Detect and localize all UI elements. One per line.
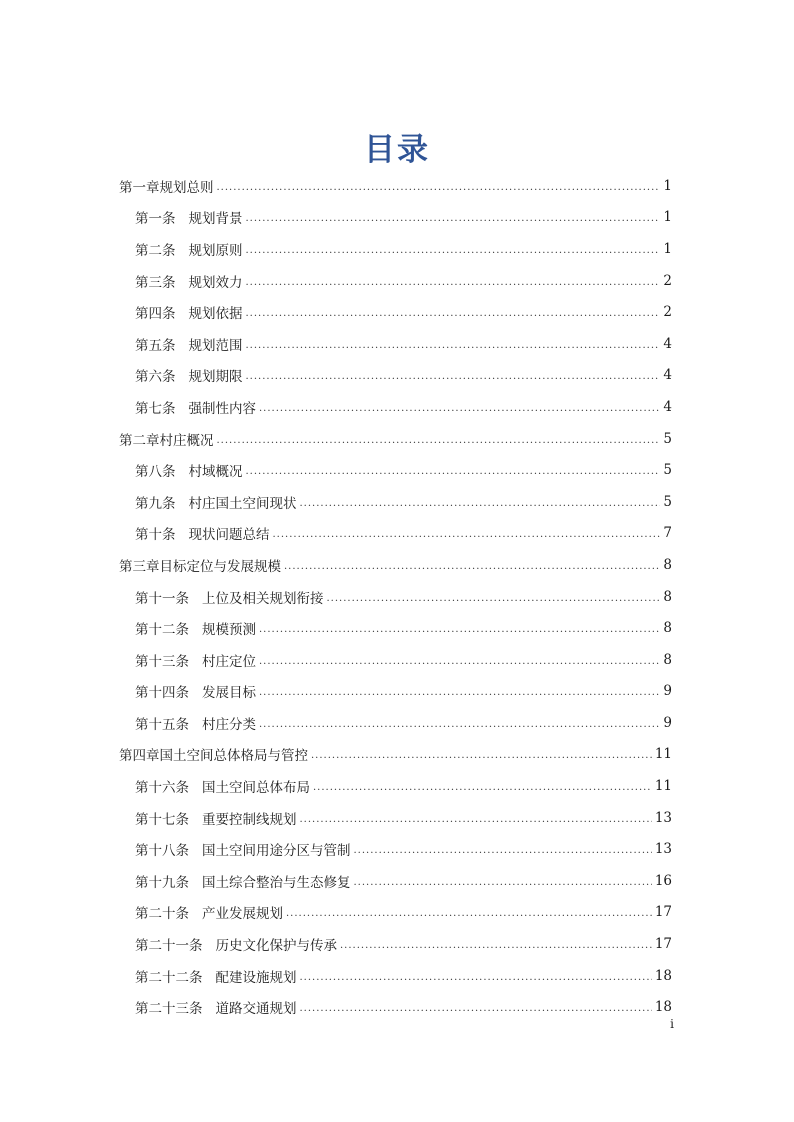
toc-leader-dots (246, 246, 661, 256)
toc-entry-label: 村庄定位 (202, 653, 256, 670)
toc-leader-dots (217, 436, 661, 446)
toc-entry-label: 强制性内容 (188, 400, 256, 417)
toc-leader-dots (259, 720, 660, 730)
toc-page-number: 11 (654, 746, 672, 763)
toc-entry-number: 第十五条 (135, 716, 189, 733)
toc-entry-label: 规划期限 (188, 369, 243, 386)
toc-entry-number: 第五条 (135, 337, 176, 354)
toc-entry-label: 规模预测 (202, 622, 256, 639)
toc-leader-dots (284, 562, 660, 572)
toc-entry-number: 第七条 (135, 400, 176, 417)
toc-entry-label: 第三章目标定位与发展规模 (119, 558, 281, 575)
toc-leader-dots (246, 467, 661, 477)
toc-page-number: 17 (654, 936, 672, 953)
toc-entry-number: 第八条 (135, 464, 176, 481)
toc-entry-label: 发展目标 (202, 685, 256, 702)
toc-entry-label: 产业发展规划 (202, 906, 283, 923)
toc-page-number: 9 (663, 714, 672, 731)
toc-leader-dots (354, 878, 652, 888)
toc-entry-number: 第二十条 (135, 906, 189, 923)
toc-page-number: 8 (663, 556, 672, 573)
toc-page-number: 5 (663, 462, 672, 479)
toc-entry-label: 配建设施规划 (215, 969, 297, 986)
toc-chapter-entry[interactable] (119, 423, 672, 455)
toc-article-entry[interactable] (119, 233, 672, 265)
toc-page-number: 5 (663, 493, 672, 510)
toc-leader-dots (300, 973, 652, 983)
toc-page-number: 13 (654, 841, 672, 858)
toc-entry-label: 规划范围 (188, 337, 243, 354)
toc-page-number: 13 (654, 809, 672, 826)
toc-chapter-entry[interactable] (119, 549, 672, 581)
toc-entry-number: 第十二条 (135, 622, 189, 639)
toc-leader-dots (340, 941, 652, 951)
toc-page-number: 4 (663, 335, 672, 352)
toc-article-entry[interactable] (119, 360, 672, 392)
toc-leader-dots (246, 278, 661, 288)
toc-leader-dots (259, 404, 660, 414)
toc-entry-label: 第一章规划总则 (119, 179, 214, 196)
toc-article-entry[interactable] (119, 991, 672, 1023)
toc-entry-number: 第十一条 (135, 590, 189, 607)
toc-article-entry[interactable] (119, 328, 672, 360)
toc-entry-label: 道路交通规划 (215, 1001, 297, 1018)
toc-article-entry[interactable] (119, 770, 672, 802)
toc-page-number: 17 (654, 904, 672, 921)
toc-article-entry[interactable] (119, 296, 672, 328)
toc-entry-number: 第二十三条 (135, 1001, 203, 1018)
toc-article-entry[interactable] (119, 707, 672, 739)
toc-leader-dots (354, 846, 652, 856)
toc-page-number: 9 (663, 683, 672, 700)
toc-entry-number: 第二十二条 (135, 969, 203, 986)
toc-page-number: 8 (663, 651, 672, 668)
toc-entry-label: 上位及相关规划衔接 (202, 590, 324, 607)
toc-leader-dots (327, 594, 661, 604)
toc-entry-label: 国土空间总体布局 (202, 780, 310, 797)
toc-page-number: 1 (663, 177, 672, 194)
toc-entry-label: 规划原则 (188, 242, 243, 259)
toc-article-entry[interactable] (119, 960, 672, 992)
toc-entry-number: 第十九条 (135, 874, 189, 891)
toc-leader-dots (246, 372, 661, 382)
toc-entry-number: 第二条 (135, 242, 176, 259)
toc-entry-label: 重要控制线规划 (202, 811, 297, 828)
toc-article-entry[interactable] (119, 454, 672, 486)
toc-entry-label: 村庄分类 (202, 716, 256, 733)
toc-page-number: 11 (654, 778, 672, 795)
toc-entry-label: 村域概况 (188, 464, 243, 481)
toc-entry-number: 第四条 (135, 306, 176, 323)
toc-article-entry[interactable] (119, 897, 672, 929)
toc-leader-dots (300, 1004, 652, 1014)
toc-article-entry[interactable] (119, 865, 672, 897)
toc-leader-dots (259, 688, 660, 698)
toc-entry-number: 第十七条 (135, 811, 189, 828)
toc-entry-number: 第十四条 (135, 685, 189, 702)
toc-article-entry[interactable] (119, 518, 672, 550)
toc-article-entry[interactable] (119, 202, 672, 234)
toc-title: 目录 (364, 132, 430, 168)
toc-entry-number: 第十三条 (135, 653, 189, 670)
toc-leader-dots (259, 625, 660, 635)
toc-leader-dots (246, 341, 661, 351)
toc-chapter-entry[interactable] (119, 739, 672, 771)
toc-leader-dots (286, 909, 652, 919)
toc-entry-number: 第二十一条 (135, 938, 203, 955)
toc-article-entry[interactable] (119, 833, 672, 865)
toc-page-number: 16 (654, 872, 672, 889)
page-number: i (670, 1017, 674, 1031)
toc-article-entry[interactable] (119, 612, 672, 644)
toc-entry-label: 规划依据 (188, 306, 243, 323)
toc-leader-dots (300, 499, 661, 509)
toc-article-entry[interactable] (119, 928, 672, 960)
toc-page-number: 7 (663, 525, 672, 542)
toc-chapter-entry[interactable] (119, 170, 672, 202)
toc-page-number: 8 (663, 620, 672, 637)
toc-entry-number: 第十八条 (135, 843, 189, 860)
toc-page-number: 2 (663, 304, 672, 321)
toc-entry-label: 村庄国土空间现状 (188, 495, 297, 512)
toc-entry-label: 国土综合整治与生态修复 (202, 874, 351, 891)
toc-page-number: 18 (654, 967, 672, 984)
toc-list (119, 170, 672, 1023)
toc-leader-dots (300, 815, 652, 825)
toc-leader-dots (217, 183, 661, 193)
toc-page-number: 4 (663, 367, 672, 384)
toc-article-entry[interactable] (119, 802, 672, 834)
toc-entry-number: 第十条 (135, 527, 176, 544)
toc-page-number: 1 (663, 209, 672, 226)
toc-entry-label: 现状问题总结 (188, 527, 270, 544)
toc-entry-label: 第二章村庄概况 (119, 432, 214, 449)
toc-leader-dots (273, 530, 661, 540)
toc-entry-number: 第十六条 (135, 780, 189, 797)
toc-page-number: 18 (654, 999, 672, 1016)
toc-article-entry[interactable] (119, 581, 672, 613)
toc-page-number: 8 (663, 588, 672, 605)
toc-entry-number: 第三条 (135, 274, 176, 291)
toc-page-number: 2 (663, 272, 672, 289)
toc-leader-dots (246, 214, 661, 224)
toc-entry-label: 历史文化保护与传承 (215, 938, 337, 955)
toc-leader-dots (311, 751, 652, 761)
toc-article-entry[interactable] (119, 391, 672, 423)
toc-page-number: 1 (663, 240, 672, 257)
toc-page-number: 5 (663, 430, 672, 447)
toc-article-entry[interactable] (119, 486, 672, 518)
toc-entry-number: 第一条 (135, 211, 176, 228)
toc-entry-label: 第四章国土空间总体格局与管控 (119, 748, 308, 765)
toc-entry-label: 国土空间用途分区与管制 (202, 843, 351, 860)
toc-leader-dots (259, 657, 660, 667)
toc-entry-number: 第九条 (135, 495, 176, 512)
toc-leader-dots (313, 783, 652, 793)
toc-entry-label: 规划效力 (188, 274, 243, 291)
toc-leader-dots (246, 309, 661, 319)
toc-article-entry[interactable] (119, 265, 672, 297)
toc-page-number: 4 (663, 398, 672, 415)
toc-article-entry[interactable] (119, 644, 672, 676)
toc-article-entry[interactable] (119, 676, 672, 708)
toc-entry-label: 规划背景 (188, 211, 243, 228)
toc-entry-number: 第六条 (135, 369, 176, 386)
